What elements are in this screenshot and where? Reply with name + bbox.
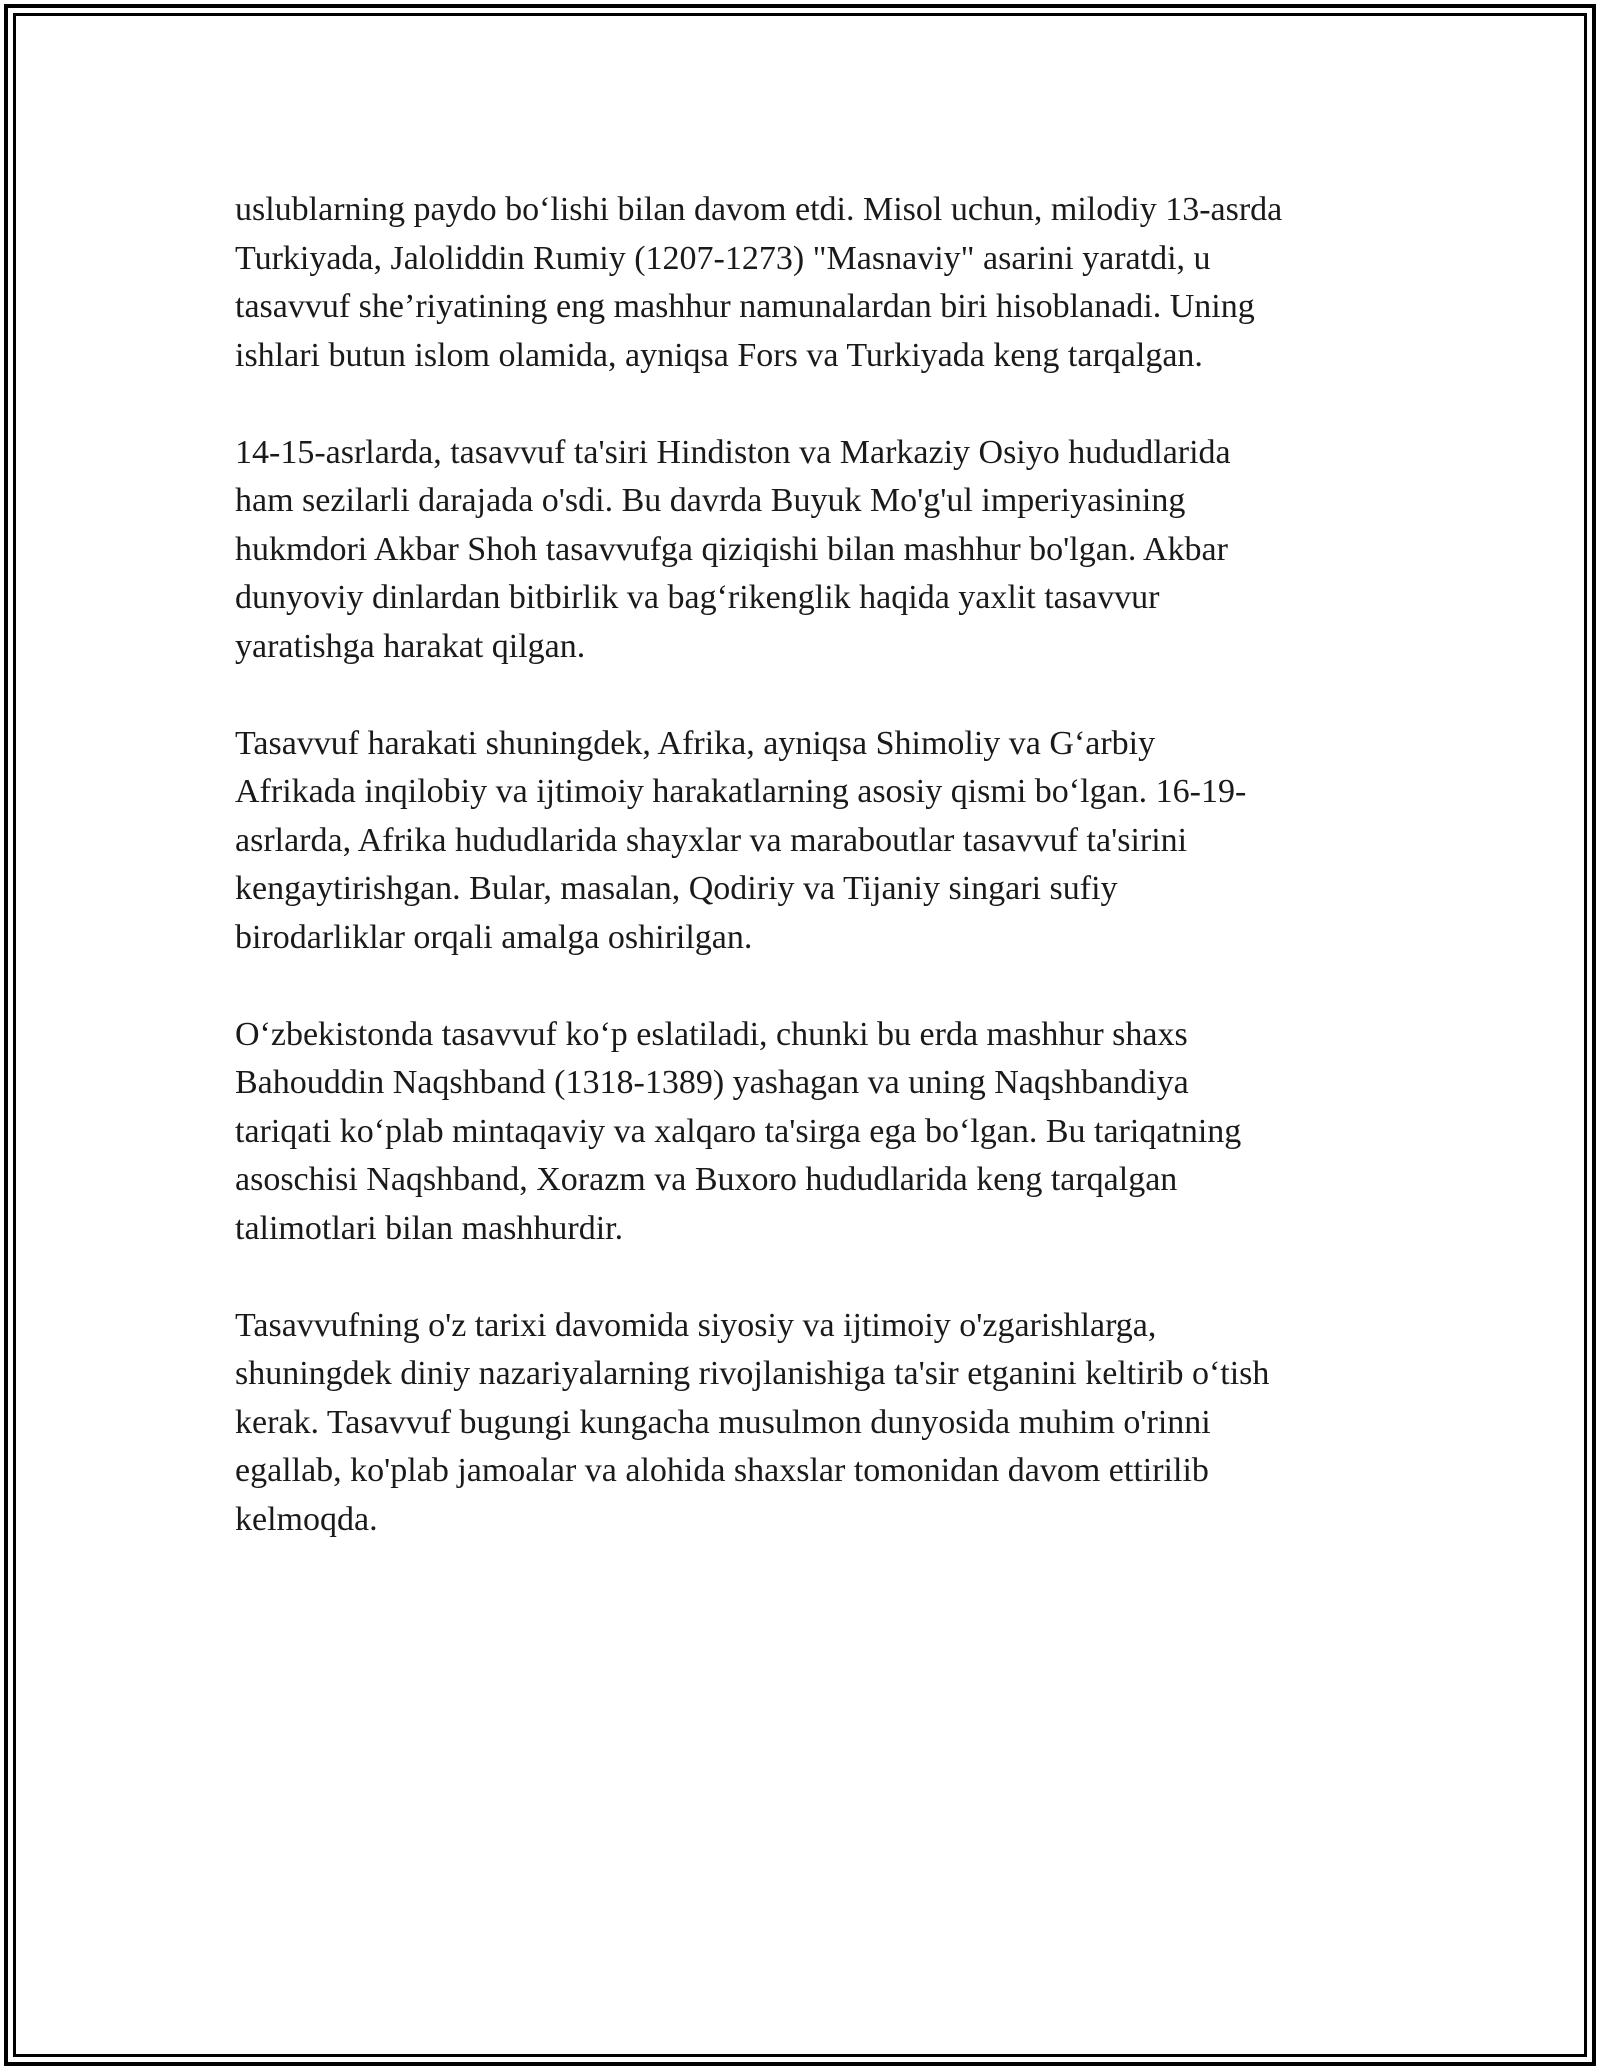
paragraph-5: Tasavvufning o'z tarixi davomida siyosiy va ijtimoiy o'zgarishlarga, shuningdek diniy nazariyalarning rivojlanishiga ta'sir etganini keltirib o‘tish kerak. Tasavvuf bugungi kungacha musulmon dunyosida muhim o'rinni egallab, ko'plab jamoalar va alohida shaxslar tomonidan davom ettirilib kelmoqda. [235, 1306, 1270, 1538]
paragraph-3: Tasavvuf harakati shuningdek, Afrika, ayniqsa Shimoliy va G‘arbiy Afrikada inqilobiy va ijtimoiy harakatlarning asosiy qismi bo‘lgan. 16-19- asrlarda, Afrika hududlarida shayxlar va maraboutlar tasavvuf ta'sirini kengaytirishgan. Bular, masalan, Qodiriy va Tijaniy singari sufiy birodarliklar orqali amalga oshirilgan. [235, 724, 1247, 956]
paragraph-4: O‘zbekistonda tasavvuf ko‘p eslatiladi, chunki bu erda mashhur shaxs Bahouddin Naqshband (1318-1389) yashagan va uning Naqshbandiya tariqati ko‘plab mintaqaviy va xalqaro ta'sirga ega bo‘lgan. Bu tariqatning asoschisi Naqshband, Xorazm va Buxoro hududlarida keng tarqalgan talimotlari bilan mashhurdir. [235, 1015, 1242, 1247]
paragraph-2: 14-15-asrlarda, tasavvuf ta'siri Hindiston va Markaziy Osiyo hududlarida ham sezilarli darajada o'sdi. Bu davrda Buyuk Mo'g'ul imperiyasining hukmdori Akbar Shoh tasavvufga qiziqishi bilan mashhur bo'lgan. Akbar dunyoviy dinlardan bitbirlik va bag‘rikenglik haqida yaxlit tasavvur yaratishga harakat qilgan. [235, 433, 1231, 665]
document-body [235, 186, 1385, 1593]
paragraph-1: uslublarning paydo bo‘lishi bilan davom etdi. Misol uchun, milodiy 13-asrda Turkiyada, Jaloliddin Rumiy (1207-1273) "Masnaviy" asarini yaratdi, u tasavvuf she’riyatining eng mashhur namunalardan biri hisoblanadi. Uning ishlari butun islom olamida, ayniqsa Fors va Turkiyada keng tarqalgan. [235, 191, 1283, 374]
